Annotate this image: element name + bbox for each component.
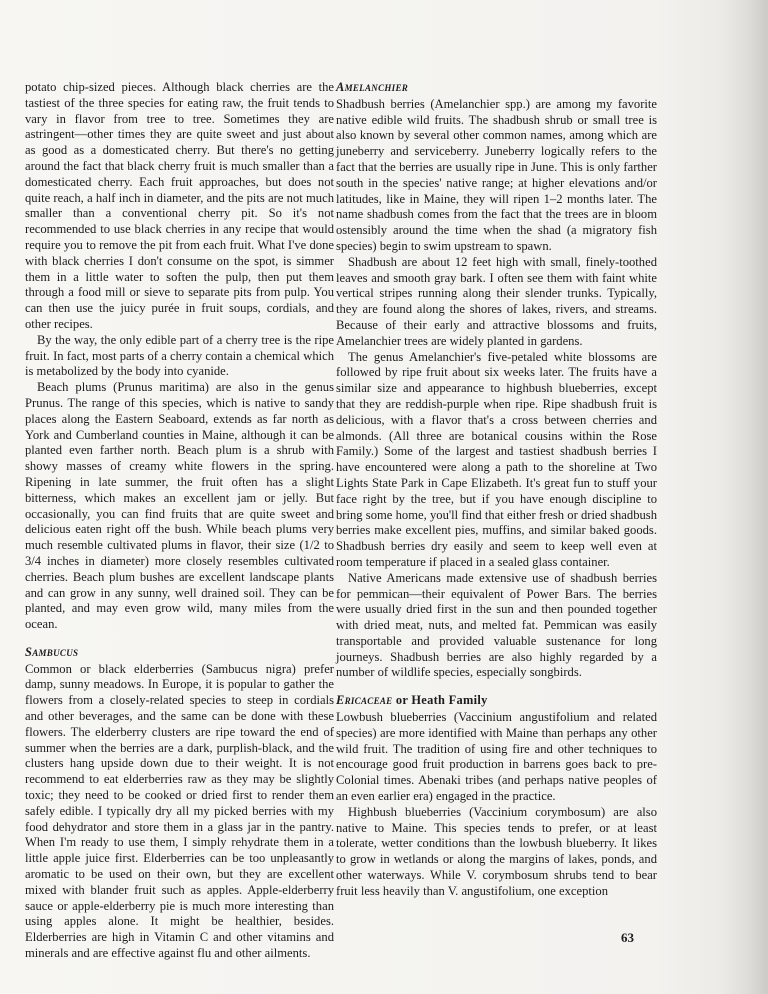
paragraph-shadbush-intro: Shadbush berries (Amelanchier spp.) are among my favorite native edible wild fruits. The shadbush shrub or small tree is also known by several other common names, among which are juneberry and serviceberry. Juneberry logically refers to the fact that the berries are usually ripe in June. This is only farther south in the species' native range; at higher elevations and/or latitudes, like in Maine, they will ripen 1–2 months later. The name shadbush comes from the fact that the trees are in bloom ostensibly around the time when the shad (a migratory fish species) begin to swim upstream to spawn. xyxy=(336,96,657,253)
left-column xyxy=(25,80,334,962)
ericaceae-heading-italic: Ericaceae xyxy=(336,693,393,708)
paragraph-pemmican: Native Americans made extensive use of shadbush berries for pemmican—their equivalent of Power Bars. The berries were usually dried first in the sun and then pounded together with dried meat, nuts, and melted fat. Pemmican was easily transportable and provided valuable sustenance for long journeys. Shadbush berries are also highly regarded by a number of wildlife species, especially songbirds. xyxy=(336,570,657,680)
page-number: 63 xyxy=(621,930,634,945)
section-heading-sambucus: Sambucus xyxy=(25,644,79,659)
ericaceae-heading-rest: or Heath Family xyxy=(392,693,488,708)
paragraph-highbush-blueberries: Highbush blueberries (Vaccinium corymbosum) are also native to Maine. This species tends to prefer, or at least tolerate, wetter conditions than the lowbush blueberry. It likes to grow in wetlands or along the margins of lakes, ponds, and other waterways. While V. corymbosum shrubs tend to bear fruit less heavily than V. angustifolium, one exception xyxy=(336,804,657,898)
paragraph-beach-plums: Beach plums (Prunus maritima) are also in the genus Prunus. The range of this species, which is native to sandy places along the Eastern Seaboard, extends as far north as York and Cumberland counties in Maine, although it can be planted even farther north. Beach plum is a shrub with showy masses of creamy white flowers in the spring. Ripening in late summer, the fruit often has a slight bitterness, which makes an excellent jam or jelly. But occasionally, you can find fruits that are quite sweet and delicious eaten right off the bush. While beach plums very much resemble cultivated plums in flavor, their size (1/2 to 3/4 inches in diameter) more closely resembles cultivated cherries. Beach plum bushes are excellent landscape plants and can grow in any sunny, well drained soil. They can be planted, and may even grow wild, many miles from the ocean. xyxy=(25,380,334,632)
section-heading-amelanchier: Amelanchier xyxy=(336,80,409,94)
section-heading-ericaceae xyxy=(336,693,657,709)
paragraph-shadbush-description: Shadbush are about 12 feet high with small, finely-toothed leaves and smooth gray bark. I often see them with faint white vertical stripes running along their slender trunks. Typically, they are found along the shores of lakes, rivers, and streams. Because of their early and attractive blossoms and fruits, Amelanchier trees are widely planted in gardens. xyxy=(336,254,657,348)
paragraph-black-cherries: potato chip-sized pieces. Although black cherries are the tastiest of the three species for eating raw, the fruit tends to vary in flavor from tree to tree. Sometimes they are astringent—other times they are quite sweet and just about as good as a domesticated cherry. But there's no getting around the fact that black cherry fruit is much smaller than a domesticated cherry. Each fruit approaches, but does not quite reach, a half inch in diameter, and the pits are not much smaller than a conventional cherry pit. So it's not recommended to use black cherries in any recipe that would require you to remove the pit from each fruit. What I've done with black cherries I don't consume on the spot, is simmer them in a little water to soften the pulp, then put them through a food mill or sieve to separate pits from pulp. You can then use the juicy purée in fruit soups, cordials, and other recipes. xyxy=(25,80,334,331)
paragraph-shadbush-fruit: The genus Amelanchier's five-petaled white blossoms are followed by ripe fruit about six weeks later. The fruits have a similar size and appearance to highbush blueberries, except that they are reddish-purple when ripe. Ripe shadbush fruit is delicious, with a flavor that's a cross between cherries and almonds. (All three are botanical cousins within the Rose Family.) Some of the largest and tastiest shadbush berries I have encountered were along a path to the shoreline at Two Lights State Park in Cape Elizabeth. It's great fun to stuff your face right by the tree, but if you have enough discipline to bring some home, you'll find that either fresh or dried shadbush berries make excellent pies, muffins, and similar baked goods. Shadbush berries dry easily and seem to keep well even at room temperature if placed in a sealed glass container. xyxy=(336,349,657,569)
paragraph-lowbush-blueberries: Lowbush blueberries (Vaccinium angustifolium and related species) are more identified with Maine than perhaps any other wild fruit. The tradition of using fire and other techniques to encourage good fruit production in barrens goes back to pre-Colonial times. Abenaki tribes (and perhaps native peoples of an even earlier era) engaged in the practice. xyxy=(336,710,657,804)
paragraph-cherry-toxicity: By the way, the only edible part of a cherry tree is the ripe fruit. In fact, most parts of a cherry contain a chemical which is metabolized by the body into cyanide. xyxy=(25,332,334,379)
page-edge-shadow xyxy=(720,0,768,994)
right-column xyxy=(336,80,657,900)
paragraph-elderberries: Common or black elderberries (Sambucus nigra) prefer damp, sunny meadows. In Europe, it is popular to gather the flowers from a closely-related species to steep in cordials and other beverages, and the same can be done with these flowers. The elderberry clusters are ripe toward the end of summer when the berries are a dark, purplish-black, and the clusters hang upside down due to their weight. It is not recommend to eat elderberries raw as they may be slightly toxic; they need to be cooked or dried first to render them safely edible. I typically dry all my picked berries with my food dehydrator and store them in a glass jar in the pantry. When I'm ready to use them, I simply rehydrate them in a little apple juice first. Elderberries can be too unpleasantly aromatic to be used on their own, but they are excellent mixed with blander fruit such as apples. Apple-elderberry sauce or apple-elderberry pie is much more interesting than using apples alone. It might be healthier, besides. Elderberries are high in Vitamin C and other vitamins and minerals and are effective against flu and other ailments. xyxy=(25,661,334,961)
